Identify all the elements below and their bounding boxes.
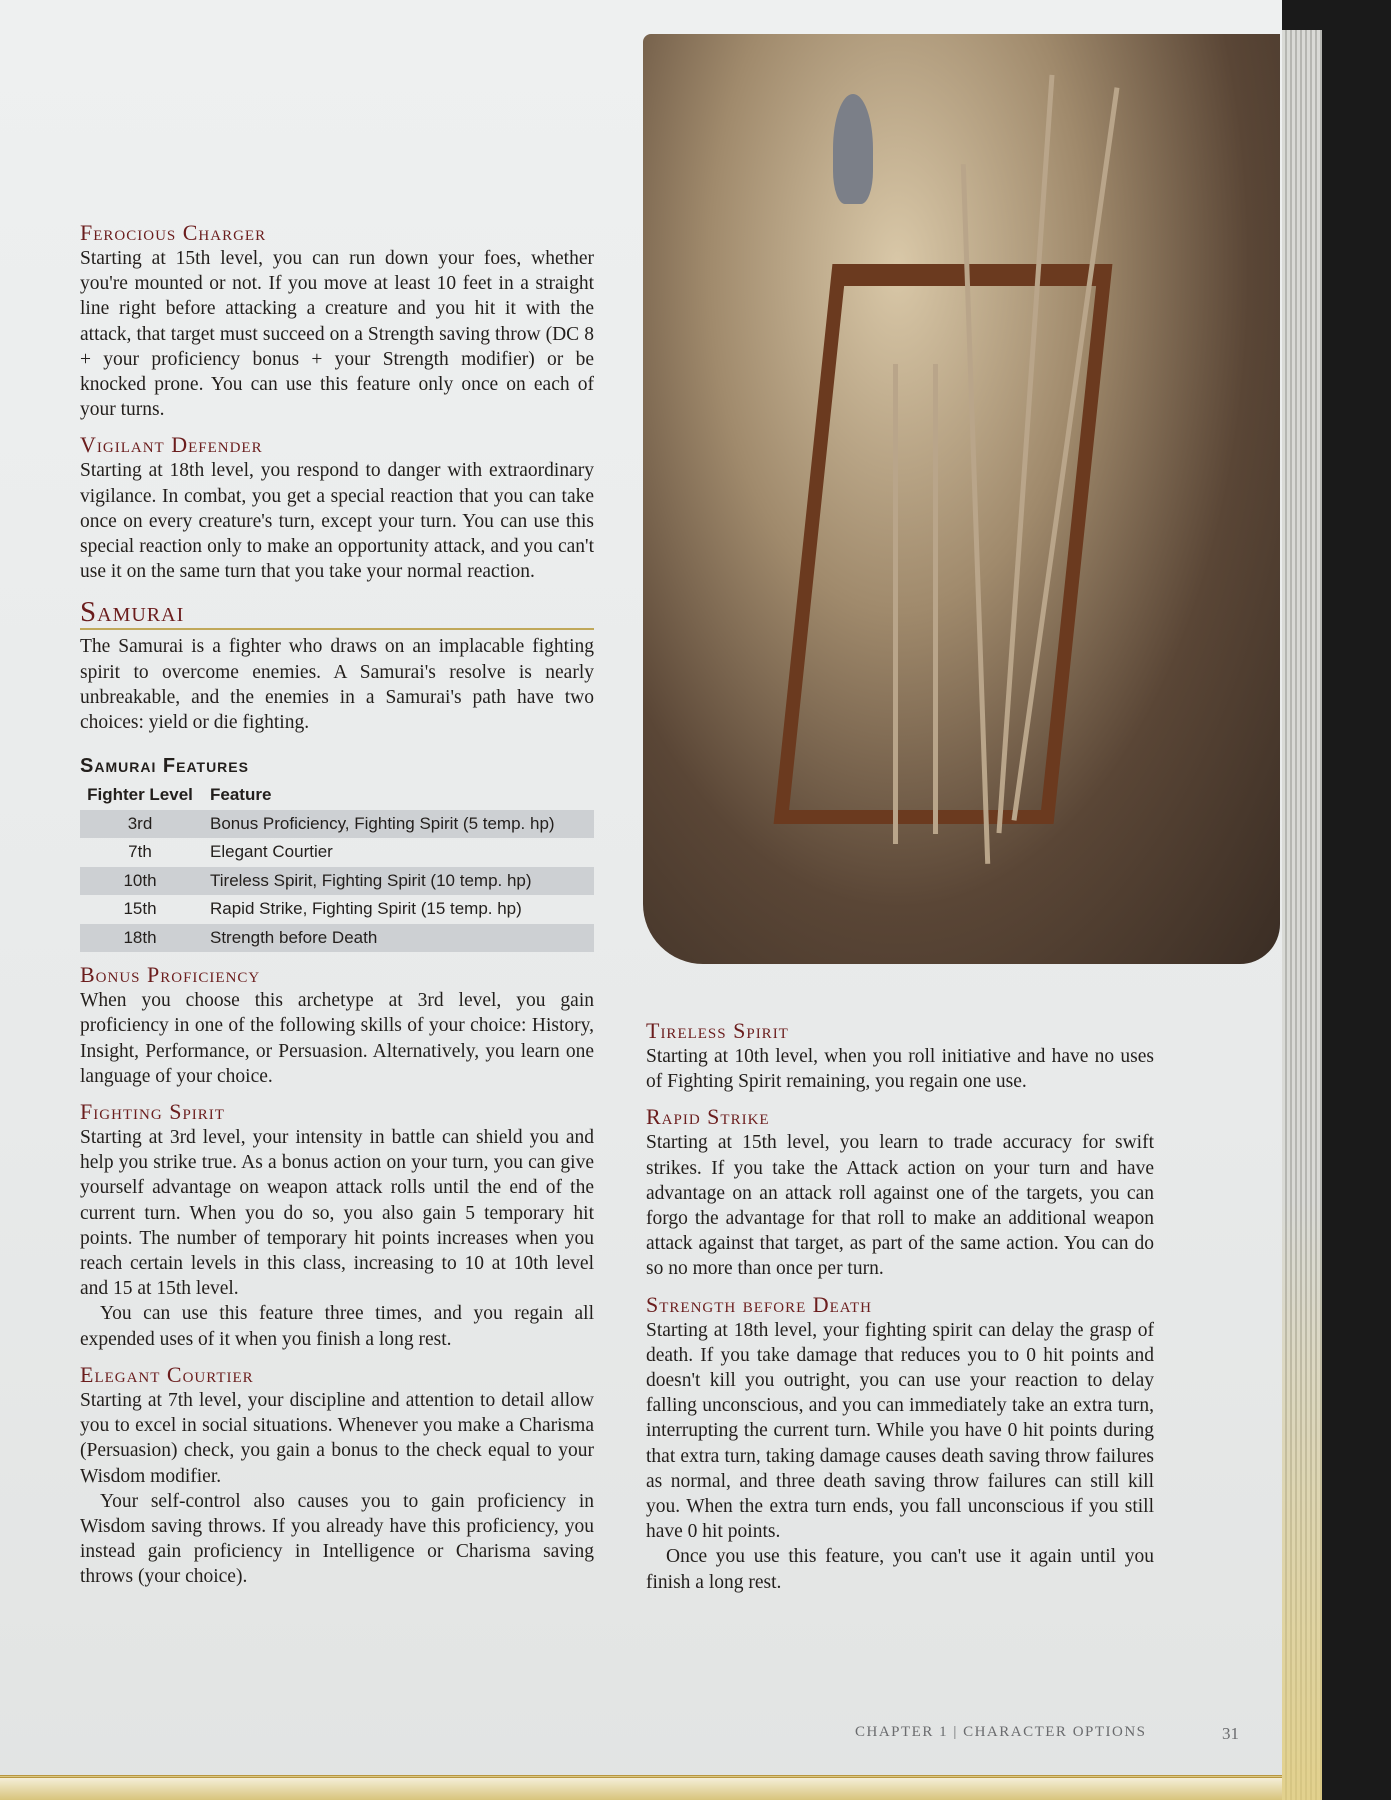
samurai-features-table (80, 781, 594, 952)
table-row (80, 838, 594, 867)
text-fighting-spirit-2: You can use this feature three times, and you regain all expended uses of it when you finish a long rest. (80, 1303, 594, 1350)
text-vigilant-defender: Starting at 18th level, you respond to danger with extraordinary vigilance. In combat, you get a special reaction that you can take once on every creature's turn, except your turn. You can use this special reaction only to make an opportunity attack, and you can't use it on the same turn that you take your normal reaction. (80, 460, 594, 583)
feature-cell: Bonus Proficiency, Fighting Spirit (5 temp. hp) (200, 810, 594, 839)
heading-strength-before-death: Strength before Death (646, 1291, 872, 1317)
table-row (80, 810, 594, 839)
text-elegant-courtier-2: Your self-control also causes you to gain proficiency in Wisdom saving throws. If you already have this proficiency, you instead gain proficiency in Intelligence or Charisma saving throws (your choice). (80, 1490, 594, 1588)
col-header-level: Fighter Level (87, 785, 193, 805)
running-footer: CHAPTER 1 | CHARACTER OPTIONS (855, 1724, 1147, 1740)
table-row (80, 924, 594, 953)
text-rapid-strike: Starting at 15th level, you learn to trade accuracy for swift strikes. If you take the Attack action on your turn and have advantage on an attack roll against one of the targets, you can forgo the advantage for that roll to make an additional weapon attack against that target, as part of the same action. You can do so no more than once per turn. (646, 1132, 1154, 1280)
text-fighting-spirit: Starting at 3rd level, your intensity in battle can shield you and help you strike true. As a bonus action on your turn, you can give yourself advantage on weapon attack rolls until the end of the current turn. When you do so, you also gain 5 temporary hit points. The number of temporary hit points increases when you reach certain levels in this class, increasing to 10 at 10th level and 15 at 15th level. (80, 1127, 594, 1300)
left-column (80, 210, 594, 1590)
gold-border (0, 1775, 1282, 1800)
col-header-feature: Feature (210, 785, 272, 805)
text-elegant-courtier: Starting at 7th level, your discipline and attention to detail allow you to excel in social situations. Whenever you make a Charisma (Persuasion) check, you gain a bonus to the check equal to your Wisdom modifier. (80, 1389, 594, 1487)
level-cell: 18th (80, 924, 200, 953)
page-number: 31 (1222, 1724, 1239, 1743)
heading-tireless-spirit: Tireless Spirit (646, 1018, 789, 1043)
weapon-rack-illustration (643, 34, 1280, 964)
level-cell: 3rd (80, 810, 200, 839)
text-strength-before-death: Starting at 18th level, your fighting spirit can delay the grasp of death. If you take damage that reduces you to 0 hit points and doesn't kill you outright, you can use your reaction to delay falling unconscious, and you can immediately take an extra turn, interrupting the current turn. While you have 0 hit points during that extra turn, taking damage causes death saving throw failures as normal, and three death saving throw failures can still kill you. When the extra turn ends, you fall unconscious if you still have 0 hit points. (646, 1319, 1154, 1543)
level-cell: 15th (123, 899, 157, 919)
table-title: Samurai Features (80, 755, 249, 778)
heading-rapid-strike: Rapid Strike (646, 1104, 770, 1130)
rack (774, 264, 1113, 824)
heading-elegant-courtier: Elegant Courtier (80, 1361, 254, 1387)
sword (893, 364, 898, 844)
heading-samurai: Samurai (80, 596, 594, 630)
heading-fighting-spirit: Fighting Spirit (80, 1099, 225, 1125)
text-strength-before-death-2: Once you use this feature, you can't use it again until you finish a long rest. (646, 1546, 1154, 1593)
right-column (646, 1008, 1154, 1595)
level-cell: 10th (80, 867, 200, 896)
heading-bonus-proficiency: Bonus Proficiency (80, 962, 261, 988)
table-row (80, 895, 594, 924)
feature-cell: Elegant Courtier (210, 842, 333, 862)
text-bonus-proficiency: When you choose this archetype at 3rd level, you gain proficiency in one of the following skills of your choice: History, Insight, Performance, or Persuasion. Alternatively, you learn one language of your choice. (80, 990, 594, 1087)
heading-vigilant-defender: Vigilant Defender (80, 432, 263, 458)
text-ferocious-charger: Starting at 15th level, you can run down your foes, whether you're mounted or not. If you move at least 10 feet in a straight line right before attacking a creature and you hit it with the attack, that target must succeed on a Strength saving throw (DC 8 + your proficiency bonus + your Strength modifier) or be knocked prone. You can use this feature only once on each of your turns. (80, 248, 594, 421)
feature-cell: Rapid Strike, Fighting Spirit (15 temp. hp) (210, 899, 522, 919)
text-samurai: The Samurai is a fighter who draws on an implacable fighting spirit to overcome enemies. A Samurai's resolve is nearly unbreakable, and the enemies in a Samurai's path have two choices: yield or die fighting. (80, 636, 594, 734)
level-cell: 7th (128, 842, 152, 862)
heading-ferocious-charger: Ferocious Charger (80, 220, 267, 245)
table-row (80, 867, 594, 896)
page-edges-gilt (1282, 1200, 1322, 1800)
feature-cell: Tireless Spirit, Fighting Spirit (10 temp. hp) (200, 867, 594, 896)
text-tireless-spirit: Starting at 10th level, when you roll initiative and have no uses of Fighting Spirit remaining, you regain one use. (646, 1046, 1154, 1093)
falcon (833, 94, 873, 204)
feature-cell: Strength before Death (200, 924, 594, 953)
sword (933, 364, 938, 834)
